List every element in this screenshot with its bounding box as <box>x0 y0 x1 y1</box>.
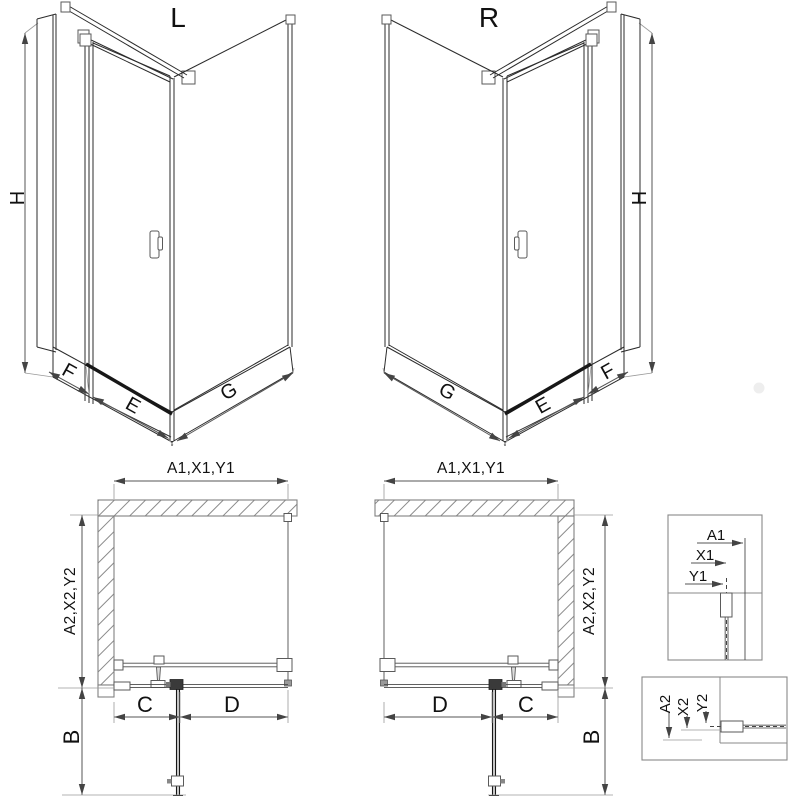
iso-left-panel-label: F <box>58 359 80 385</box>
detail-depth-outer-label: A2 <box>657 694 674 714</box>
iso-right-height-label: H <box>629 190 651 206</box>
iso-left-title: L <box>170 2 186 33</box>
plan-right-view <box>375 460 613 796</box>
iso-right-door-label: E <box>531 392 555 419</box>
detail-width-glass-label: Y1 <box>688 568 708 585</box>
plan-right-side-wall <box>558 516 574 685</box>
iso-left-view <box>7 2 295 446</box>
plan-left-door-label: D <box>224 692 240 717</box>
plan-right-back-wall <box>375 500 574 516</box>
detail-width-mid-label: X1 <box>695 547 715 564</box>
plan-right-segment-dimensions <box>384 690 558 723</box>
iso-left-door-label: E <box>121 392 145 419</box>
detail-width-outer-label: A1 <box>706 527 726 544</box>
plan-right-width-label: A1,X1,Y1 <box>437 460 505 477</box>
iso-right-title: R <box>478 2 500 33</box>
iso-right-side-label: G <box>434 378 460 406</box>
detail-depth-box <box>642 677 787 760</box>
plan-right-swing-label: B <box>579 729 604 745</box>
wall-profile <box>721 593 733 617</box>
plan-left-fixed-label: C <box>137 692 153 717</box>
plan-left-side-wall <box>98 516 114 685</box>
plan-left-swing-label: B <box>59 729 84 745</box>
plan-right-width-dimension <box>384 460 558 499</box>
iso-right-panel-label: F <box>597 359 619 385</box>
plan-left-back-wall <box>98 500 297 516</box>
iso-left-side-label: G <box>216 378 242 406</box>
plan-left-depth-label: A2,X2,Y2 <box>62 567 79 635</box>
wall-profile <box>721 721 743 732</box>
detail-width-box <box>668 515 762 660</box>
detail-depth-glass-label: Y2 <box>694 693 711 713</box>
plan-left-width-label: A1,X1,Y1 <box>167 460 235 477</box>
plan-left-width-dimension <box>114 460 288 499</box>
detail-depth-mid-label: X2 <box>675 697 692 717</box>
plan-left-swing-dimension <box>59 688 186 795</box>
plan-left-segment-dimensions <box>114 690 288 723</box>
iso-right-view <box>382 2 652 446</box>
watermark-dot <box>754 383 765 394</box>
plan-right-door-label: D <box>432 692 448 717</box>
plan-right-swing-dimension <box>488 688 613 795</box>
iso-left-height-label: H <box>7 190 29 206</box>
plan-left-view <box>58 460 297 796</box>
plan-right-depth-label: A2,X2,Y2 <box>581 567 598 635</box>
plan-right-fixed-label: C <box>518 692 534 717</box>
